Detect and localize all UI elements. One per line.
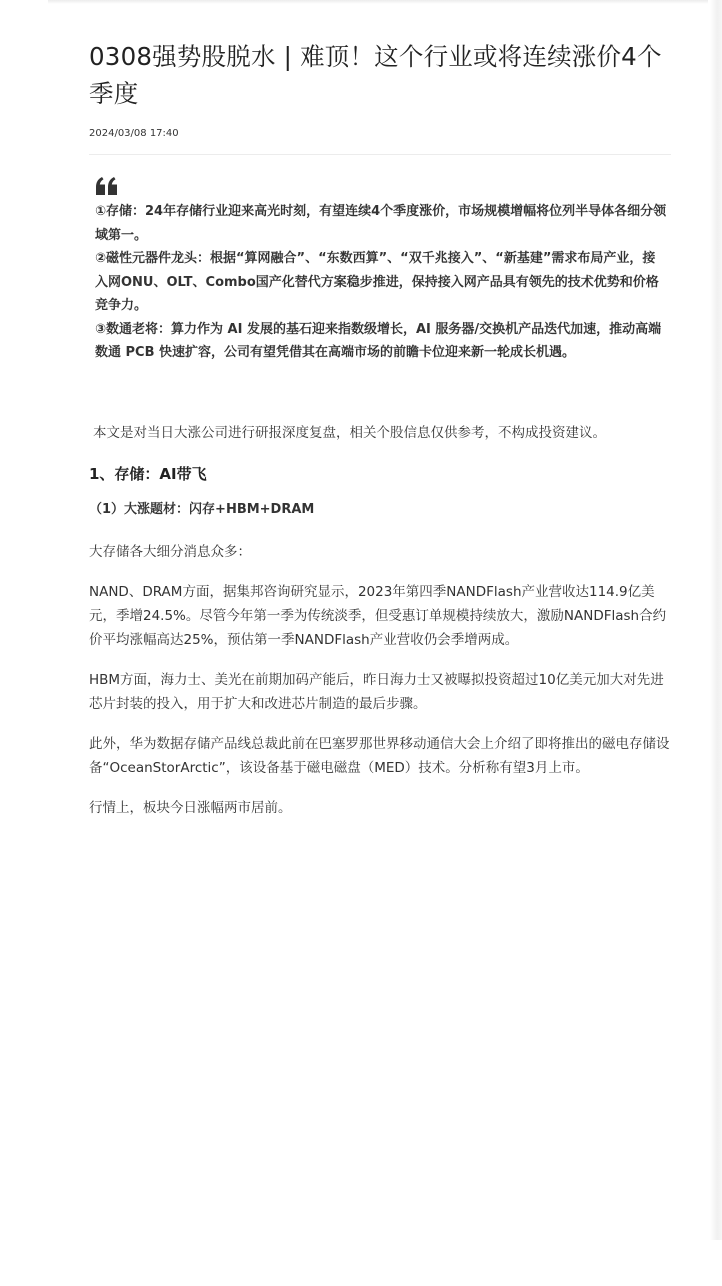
paragraph: HBM方面，海力士、美光在前期加码产能后，昨日海力士又被曝拟投资超过10亿美元加大对先进芯片封装的投入，用于扩大和改进芯片制造的最后步骤。 (89, 671, 664, 712)
title-divider (89, 154, 671, 155)
paragraph: 此外，华为数据存储产品线总裁此前在巴塞罗那世界移动通信大会上介绍了即将推出的磁电存储设备“OceanStorArctic”，该设备基于磁电磁盘（MED）技术。分析称有望3月上市。 (89, 735, 670, 776)
page-top-shadow (48, 0, 708, 4)
summary-item-datacom: ③数通老将：算力作为 AI 发展的基石迎来指数级增长，AI 服务器/交换机产品迭代加速，推动高端数通 PCB 快速扩容，公司有望凭借其在高端市场的前瞻卡位迎来新一轮成长机遇。 (95, 321, 662, 360)
quote-icon (95, 173, 119, 197)
article-intro: 本文是对当日大涨公司进行研报深度复盘，相关个股信息仅供参考，不构成投资建议。 (93, 424, 606, 441)
paragraph: 行情上，板块今日涨幅两市居前。 (89, 799, 292, 816)
summary-item-magnetic-components: ②磁性元器件龙头：根据“算网融合”、“东数西算”、“双千兆接入”、“新基建”需求布局产业，接入网ONU、OLT、Combo国产化替代方案稳步推进，保持接入网产品具有领先的技术优势和价格竞争力。 (95, 251, 659, 313)
article (89, 38, 671, 820)
page-right-shadow (710, 0, 722, 1240)
section-heading-storage: 1、存储：AI带飞 (89, 464, 207, 483)
section-subheading-theme: （1）大涨题材：闪存+HBM+DRAM (89, 501, 315, 517)
paragraph: 大存储各大细分消息众多： (89, 543, 251, 560)
publish-time: 2024/03/08 17:40 (89, 128, 179, 139)
article-title: 0308强势股脱水 | 难顶！这个行业或将连续涨价4个季度 (89, 42, 662, 108)
paragraph: NAND、DRAM方面，据集邦咨询研究显示，2023年第四季NANDFlash产业营收达114.9亿美元，季增24.5%。尽管今年第一季为传统淡季，但受惠订单规模持续放大，激励NANDFlash合约价平均涨幅高达25%，预估第一季NANDFlash产业营收仍会季增两成。 (89, 583, 667, 648)
article-summary (89, 173, 667, 365)
summary-item-storage: ①存储：24年存储行业迎来高光时刻，有望连续4个季度涨价，市场规模增幅将位列半导体各细分领域第一。 (95, 204, 667, 243)
